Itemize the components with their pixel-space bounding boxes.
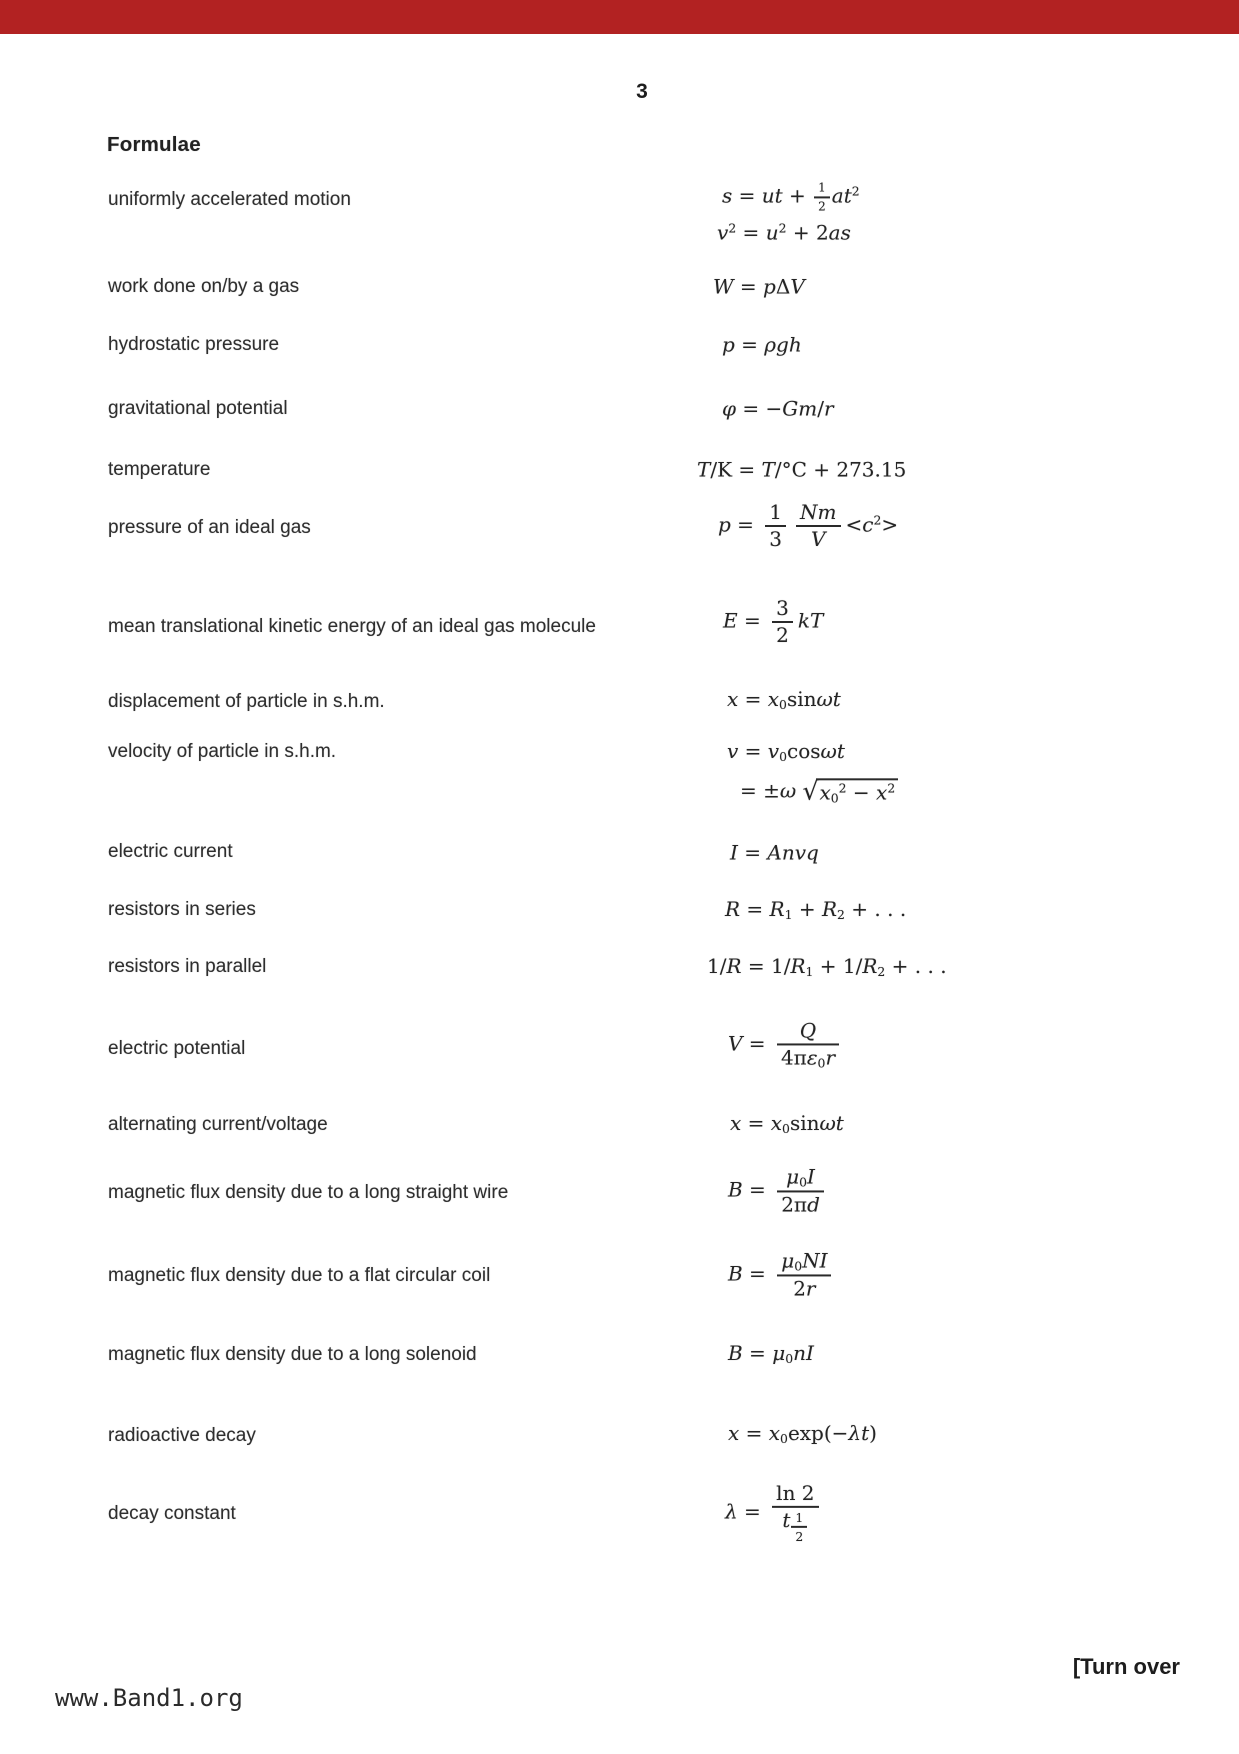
formula-expression: $v = v_0\cos\omega t$ [727,738,845,764]
formula-expression: E = $\frac{3}{2}$ kT [723,596,824,647]
watermark-text: www.Band1.org [55,1684,243,1712]
formula-expression: B = $\frac{\mu_0NI}{2r}$ [728,1250,836,1299]
formula-expression: W = pΔV [713,274,805,299]
formula-label: radioactive decay [108,1425,256,1446]
fraction: $\frac{\mu_0NI}{2r}$ [777,1250,831,1299]
formula-label: decay constant [108,1503,236,1524]
formula-label: gravitational potential [108,398,288,419]
formula-expression: φ = −Gm/r [722,396,834,421]
formula-expression: $1/R = 1/R_1 + 1/R_2$ + . . . [707,953,947,979]
formula-expression: $v^2 = u^2 + 2as$ [717,220,851,245]
fraction: ln 2 t $\frac{1}{2}$ [772,1483,818,1543]
formula-label: pressure of an ideal gas [108,517,311,538]
fraction: $\frac{1}{3}$ [765,502,786,550]
fraction: $\frac{1}{2}$ [791,1511,807,1543]
formula-expression: T/K = T/°C + 273.15 [697,457,907,482]
formula-expression: λ = ln 2 t $\frac{1}{2}$ [725,1483,824,1543]
formula-label: resistors in series [108,899,256,920]
formula-expression: B = $\frac{\mu_0I}{2\pi d}$ [728,1166,829,1215]
formula-label: velocity of particle in s.h.m. [108,741,337,762]
fraction: $\frac{Nm}{V}$ [796,502,840,550]
formula-label: magnetic flux density due to a long solenoid [108,1344,477,1365]
formula-label: electric potential [108,1038,246,1059]
formula-expression: $x = x_0\sin\omega t$ [730,1110,844,1136]
fraction: $\frac{\mu_0I}{2\pi d}$ [777,1166,824,1215]
formula-expression: p = ρgh [722,332,802,357]
top-red-bar [0,0,1239,34]
fraction: $\frac{3}{2}$ [772,598,793,646]
formulae-heading: Formulae [107,133,201,156]
formula-expression: $x = x_0\exp(-\lambda t)$ [728,1420,877,1446]
square-root: $√x_0^2 - x^2$ [803,778,899,805]
formula-label: alternating current/voltage [108,1114,328,1135]
formula-label: magnetic flux density due to a long straight wire [108,1182,509,1203]
formula-label: work done on/by a gas [108,276,300,297]
formula-expression: s = ut + $\frac{1}{2}$ $at^2$ [722,180,860,213]
formula-expression: $R = R_1 + R_2$ + . . . [725,896,907,922]
turn-over-note: [Turn over [1072,1654,1180,1679]
fraction: $\frac{1}{2}$ [814,181,830,212]
formula-label: magnetic flux density due to a flat circular coil [108,1265,491,1286]
formula-label: mean translational kinetic energy of an ideal gas molecule [108,616,596,637]
formula-label: resistors in parallel [108,956,267,977]
formula-label: displacement of particle in s.h.m. [108,691,385,712]
formula-expression: $x = x_0\sin\omega t$ [727,686,841,712]
formula-expression: p = $\frac{1}{3}$ $\frac{Nm}{V}$ $<c^2>$ [718,500,899,551]
formula-expression: $B = \mu_0nI$ [728,1340,814,1366]
formula-expression: V = $\frac{Q}{4\pi\varepsilon_0r}$ [728,1020,844,1069]
formula-expression: I = Anvq [730,840,819,865]
formula-expression: = ±ω $√x_0^2 - x^2$ [740,778,898,805]
formula-label: hydrostatic pressure [108,334,280,355]
formula-label: temperature [108,459,211,480]
formula-label: electric current [108,841,233,862]
page-number: 3 [636,80,648,103]
fraction: $\frac{Q}{4\pi\varepsilon_0r}$ [777,1020,839,1069]
formula-label: uniformly accelerated motion [108,189,351,210]
